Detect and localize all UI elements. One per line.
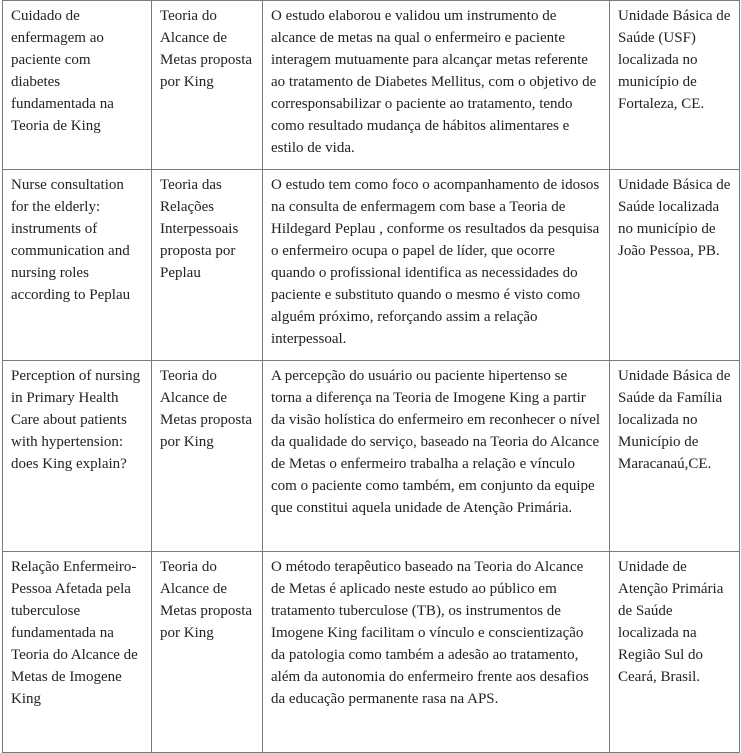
study-title-cell: Nurse consultation for the elderly: instruments of communication and nursing roles according to Peplau — [3, 170, 152, 361]
summary-cell: O método terapêutico baseado na Teoria do Alcance de Metas é aplicado neste estudo ao público em tratamento tuberculose (TB), os instrumentos de Imogene King facilitam o vínculo e conscientização da patologia como também a adesão ao tratamento, além da autonomia do enfermeiro frente aos desafios da educação permanente rasa na APS. — [263, 552, 610, 753]
study-title-cell: Perception of nursing in Primary Health Care about patients with hypertension: does King explain? — [3, 361, 152, 552]
theory-cell: Teoria do Alcance de Metas proposta por King — [152, 361, 263, 552]
theory-cell: Teoria do Alcance de Metas proposta por King — [152, 552, 263, 753]
study-title-cell: Cuidado de enfermagem ao paciente com diabetes fundamentada na Teoria de King — [3, 1, 152, 170]
setting-cell: Unidade Básica de Saúde (USF) localizada no município de Fortaleza, CE. — [610, 1, 740, 170]
studies-table — [2, 0, 740, 753]
summary-cell: A percepção do usuário ou paciente hipertenso se torna a diferença na Teoria de Imogene King a partir da visão holística do enfermeiro em reconhecer o nível da qualidade do serviço, baseado na Teoria do Alcance de Metas o enfermeiro trabalha a relação e vínculo com o paciente como também, em conjunto da equipe que constitui aquela unidade de Atenção Primária. — [263, 361, 610, 552]
summary-cell: O estudo elaborou e validou um instrumento de alcance de metas na qual o enfermeiro e paciente interagem mutuamente para alcançar metas referente ao tratamento de Diabetes Mellitus, com o objetivo de corresponsabilizar o paciente ao tratamento, tendo como resultado mudança de hábitos alimentares e estilo de vida. — [263, 1, 610, 170]
theory-cell: Teoria das Relações Interpessoais proposta por Peplau — [152, 170, 263, 361]
study-title-cell: Relação Enfermeiro- Pessoa Afetada pela tuberculose fundamentada na Teoria do Alcance de Metas de Imogene King — [3, 552, 152, 753]
summary-cell: O estudo tem como foco o acompanhamento de idosos na consulta de enfermagem com base a Teoria de Hildegard Peplau , conforme os resultados da pesquisa o enfermeiro ocupa o papel de líder, que ocorre quando o profissional identifica as necessidades do paciente e substituto quando o mesmo é visto como alguém próximo, reforçando assim a relação interpessoal. — [263, 170, 610, 361]
table-row — [3, 1, 740, 170]
table-row — [3, 361, 740, 552]
setting-cell: Unidade Básica de Saúde localizada no município de João Pessoa, PB. — [610, 170, 740, 361]
table-row — [3, 170, 740, 361]
table-row — [3, 552, 740, 753]
theory-cell: Teoria do Alcance de Metas proposta por King — [152, 1, 263, 170]
setting-cell: Unidade Básica de Saúde da Família localizada no Município de Maracanaú,CE. — [610, 361, 740, 552]
setting-cell: Unidade de Atenção Primária de Saúde localizada na Região Sul do Ceará, Brasil. — [610, 552, 740, 753]
